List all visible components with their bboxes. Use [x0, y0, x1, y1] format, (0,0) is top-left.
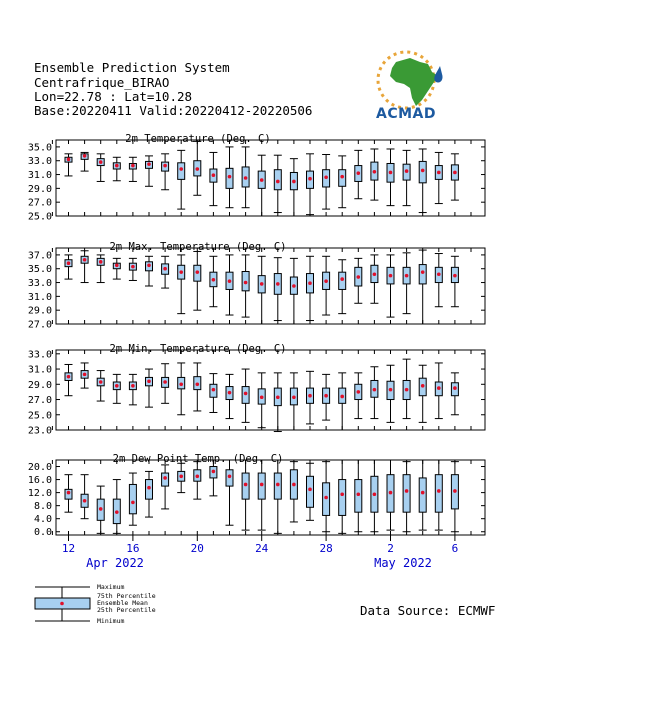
data-source: Data Source: ECMWF: [360, 603, 496, 618]
box-whisker: [387, 460, 395, 530]
mean-marker: [83, 154, 87, 158]
box-whisker: [242, 147, 250, 208]
mean-marker: [405, 274, 409, 278]
box-whisker: [435, 254, 443, 307]
y-tick-label: 29.0: [27, 305, 52, 317]
chart-panel-2: [28, 241, 485, 331]
mean-marker: [99, 160, 103, 164]
header-coords: Lon=22.78 : Lat=10.28: [34, 89, 193, 104]
iqr-box: [403, 475, 410, 513]
legend-label-max: Maximum: [97, 583, 125, 591]
box-whisker: [129, 157, 137, 181]
mean-marker: [131, 384, 135, 388]
box-whisker: [226, 147, 234, 208]
mean-marker: [276, 483, 280, 487]
y-tick-label: 20.0: [27, 462, 52, 474]
mean-marker: [421, 169, 425, 173]
box-whisker: [322, 155, 330, 210]
mean-marker: [212, 388, 216, 392]
box-whisker: [354, 258, 362, 303]
mean-marker: [147, 379, 151, 383]
x-tick-label: 20: [190, 542, 204, 555]
y-tick-label: 29.0: [27, 379, 52, 391]
box-whisker: [451, 373, 459, 415]
box-whisker: [177, 255, 185, 314]
mean-marker: [340, 492, 344, 496]
x-tick-label: 16: [126, 542, 140, 555]
box-whisker: [370, 255, 378, 303]
y-tick-label: 35.0: [27, 142, 52, 154]
mean-marker: [179, 167, 183, 171]
mean-marker: [147, 162, 151, 166]
box-whisker: [161, 154, 169, 190]
mean-marker: [260, 483, 264, 487]
mean-marker: [292, 483, 296, 487]
box-whisker: [435, 460, 443, 530]
chart-panel-4: [28, 453, 485, 538]
mean-marker: [179, 382, 183, 386]
box-whisker: [403, 150, 411, 205]
mean-marker: [357, 390, 361, 394]
x-tick-label: 28: [319, 542, 333, 555]
mean-marker: [147, 263, 151, 267]
box-whisker: [97, 486, 105, 533]
mean-marker: [228, 279, 232, 283]
box-whisker: [209, 460, 217, 496]
y-tick-label: 33.0: [27, 156, 52, 168]
chart-title: 2m Max. Temperature (Deg. C): [109, 241, 287, 253]
mean-marker: [292, 180, 296, 184]
mean-marker: [228, 475, 232, 479]
mean-marker: [324, 176, 328, 180]
logo-text: ACMAD: [376, 106, 436, 122]
chart-title: 2m Dew Point Temp. (Deg. C): [112, 453, 284, 465]
box-whisker: [290, 462, 298, 522]
mean-marker: [437, 171, 441, 175]
mean-marker: [131, 265, 135, 269]
box-whisker: [419, 365, 427, 422]
mean-marker: [179, 270, 183, 274]
mean-marker: [308, 281, 312, 285]
box-whisker: [145, 256, 153, 286]
iqr-box: [339, 480, 346, 516]
mean-marker: [196, 167, 200, 171]
box-whisker: [226, 460, 234, 525]
mean-marker: [324, 394, 328, 398]
mean-marker: [324, 279, 328, 283]
box-whisker: [65, 364, 73, 395]
box-whisker: [354, 150, 362, 198]
box-whisker: [258, 256, 266, 324]
legend-label-p75: 75th Percentile: [97, 592, 156, 600]
mean-marker: [83, 499, 87, 503]
mean-marker: [99, 507, 103, 511]
box-whisker: [177, 363, 185, 415]
y-tick-label: 31.0: [27, 364, 52, 376]
box-whisker: [65, 255, 73, 279]
box-whisker: [274, 258, 282, 321]
iqr-box: [419, 478, 426, 512]
header-location: Centrafrique_BIRAO: [34, 75, 170, 90]
x-tick-label: 2: [387, 542, 394, 555]
box-whisker: [193, 462, 201, 500]
iqr-box: [307, 476, 314, 507]
box-whisker: [419, 250, 427, 324]
box-whisker: [209, 256, 217, 306]
box-whisker: [322, 256, 330, 315]
mean-marker: [67, 158, 71, 162]
box-whisker: [354, 460, 362, 532]
mean-marker: [196, 382, 200, 386]
mean-marker: [260, 178, 264, 182]
box-whisker: [306, 256, 314, 320]
box-whisker: [435, 152, 443, 203]
month-label: May 2022: [374, 556, 432, 570]
mean-marker: [83, 373, 87, 377]
mean-marker: [405, 489, 409, 493]
y-tick-label: 25.0: [27, 410, 52, 422]
mean-marker: [131, 164, 135, 168]
box-whisker: [258, 155, 266, 216]
box-whisker: [258, 460, 266, 530]
x-tick-label: 24: [255, 542, 269, 555]
mean-marker: [292, 284, 296, 288]
mean-marker: [163, 476, 167, 480]
box-whisker: [387, 149, 395, 206]
x-tick-label: 6: [451, 542, 459, 555]
box-whisker: [209, 152, 217, 205]
mean-marker: [405, 388, 409, 392]
box-whisker: [113, 374, 121, 403]
mean-marker: [276, 395, 280, 399]
y-tick-label: 0.0: [33, 527, 52, 539]
box-whisker: [370, 367, 378, 419]
box-whisker: [338, 260, 346, 314]
mean-marker: [340, 175, 344, 179]
chart-panel-1: [28, 133, 485, 223]
legend-mean-marker: [60, 602, 64, 606]
box-whisker: [403, 359, 411, 418]
box-whisker: [161, 364, 169, 404]
y-tick-label: 31.0: [27, 170, 52, 182]
mean-marker: [67, 491, 71, 495]
mean-marker: [163, 267, 167, 271]
box-whisker: [81, 152, 89, 171]
mean-marker: [421, 384, 425, 388]
box-whisker: [161, 256, 169, 288]
box-whisker: [97, 154, 105, 182]
mean-marker: [308, 488, 312, 492]
box-whisker: [322, 374, 330, 420]
mean-marker: [276, 180, 280, 184]
y-tick-label: 33.0: [27, 278, 52, 290]
mean-marker: [67, 261, 71, 265]
header-title: Ensemble Prediction System: [34, 60, 230, 75]
mean-marker: [228, 391, 232, 395]
mean-marker: [244, 483, 248, 487]
mean-marker: [179, 475, 183, 479]
box-whisker: [419, 460, 427, 530]
mean-marker: [67, 375, 71, 379]
legend-label-p25: 25th Percentile: [97, 606, 156, 614]
box-whisker: [403, 253, 411, 314]
legend-label-min: Minimum: [97, 617, 125, 625]
legend: [35, 583, 156, 625]
mean-marker: [437, 386, 441, 390]
mean-marker: [196, 270, 200, 274]
box-whisker: [177, 150, 185, 209]
mean-marker: [99, 380, 103, 384]
box-whisker: [113, 480, 121, 534]
box-whisker: [274, 373, 282, 432]
box-whisker: [258, 373, 266, 428]
plot-frame: [56, 248, 485, 324]
y-tick-label: 25.0: [27, 211, 52, 223]
mean-marker: [260, 282, 264, 286]
mean-marker: [357, 171, 361, 175]
mean-marker: [421, 491, 425, 495]
iqr-box: [419, 265, 426, 284]
mean-marker: [453, 171, 457, 175]
mean-marker: [147, 486, 151, 490]
mean-marker: [308, 394, 312, 398]
y-tick-label: 12.0: [27, 488, 52, 500]
mean-marker: [244, 392, 248, 396]
mean-marker: [357, 275, 361, 279]
chart-panel-3: [28, 343, 485, 437]
chart-title: 2m Min. Temperature (Deg. C): [109, 343, 287, 355]
box-whisker: [322, 462, 330, 532]
box-whisker: [209, 374, 217, 413]
mean-marker: [389, 274, 393, 278]
box-whisker: [387, 365, 395, 422]
box-whisker: [129, 258, 137, 280]
box-whisker: [274, 460, 282, 533]
box-whisker: [419, 149, 427, 213]
box-whisker: [338, 373, 346, 430]
mean-marker: [357, 492, 361, 496]
box-whisker: [145, 369, 153, 407]
box-whisker: [451, 462, 459, 532]
box-whisker: [226, 374, 234, 418]
legend-label-mean: Ensemble Mean: [97, 599, 148, 607]
box-whisker: [113, 157, 121, 180]
mean-marker: [212, 470, 216, 474]
mean-marker: [292, 395, 296, 399]
mean-marker: [276, 282, 280, 286]
box-whisker: [145, 471, 153, 517]
mean-marker: [196, 475, 200, 479]
mean-marker: [340, 277, 344, 281]
box-whisker: [370, 149, 378, 200]
mean-marker: [389, 388, 393, 392]
box-whisker: [306, 154, 314, 215]
y-tick-label: 27.0: [27, 395, 52, 407]
mean-marker: [437, 489, 441, 493]
x-tick-label: 12: [61, 542, 76, 555]
mean-marker: [437, 272, 441, 276]
box-whisker: [290, 373, 298, 430]
mean-marker: [453, 489, 457, 493]
box-whisker: [97, 371, 105, 401]
box-whisker: [193, 141, 201, 195]
chart-title: 2m Temperature (Deg. C): [125, 133, 271, 145]
box-whisker: [81, 475, 89, 519]
box-whisker: [306, 371, 314, 424]
mean-marker: [115, 164, 119, 168]
mean-marker: [212, 173, 216, 177]
y-tick-label: 27.0: [27, 319, 52, 331]
box-whisker: [193, 363, 201, 411]
box-whisker: [451, 154, 459, 200]
y-tick-label: 4.0: [33, 514, 52, 526]
mean-marker: [115, 510, 119, 514]
box-whisker: [451, 256, 459, 306]
mean-marker: [163, 164, 167, 168]
box-whisker: [338, 460, 346, 533]
mean-marker: [308, 177, 312, 181]
mean-marker: [131, 501, 135, 505]
mean-marker: [212, 278, 216, 282]
y-tick-label: 31.0: [27, 291, 52, 303]
y-tick-label: 35.0: [27, 264, 52, 276]
box-whisker: [274, 155, 282, 212]
month-label: Apr 2022: [86, 556, 144, 570]
box-whisker: [65, 475, 73, 512]
box-whisker: [193, 251, 201, 310]
box-whisker: [290, 258, 298, 324]
box-whisker: [242, 460, 250, 530]
y-tick-label: 16.0: [27, 475, 52, 487]
y-tick-label: 33.0: [27, 349, 52, 361]
mean-marker: [324, 496, 328, 500]
mean-marker: [373, 492, 377, 496]
mean-marker: [373, 388, 377, 392]
box-whisker: [161, 465, 169, 509]
box-whisker: [354, 373, 362, 419]
y-tick-label: 37.0: [27, 250, 52, 262]
box-whisker: [145, 156, 153, 186]
box-whisker: [97, 255, 105, 283]
mean-marker: [163, 380, 167, 384]
mean-marker: [115, 263, 119, 267]
mean-marker: [83, 258, 87, 262]
box-whisker: [338, 156, 346, 208]
box-whisker: [129, 473, 137, 525]
box-whisker: [435, 363, 443, 419]
iqr-box: [178, 163, 185, 180]
box-whisker: [81, 251, 89, 283]
iqr-box: [129, 484, 136, 513]
iqr-box: [435, 475, 442, 513]
y-tick-label: 8.0: [33, 501, 52, 513]
mean-marker: [244, 176, 248, 180]
mean-marker: [99, 260, 103, 264]
mean-marker: [260, 395, 264, 399]
mean-marker: [421, 270, 425, 274]
mean-marker: [228, 175, 232, 179]
mean-marker: [453, 386, 457, 390]
y-tick-label: 29.0: [27, 183, 52, 195]
box-whisker: [403, 462, 411, 532]
header-base: Base:20220411 Valid:20220412-20220506: [34, 103, 313, 118]
y-tick-label: 23.0: [27, 425, 52, 437]
mean-marker: [405, 169, 409, 173]
mean-marker: [115, 384, 119, 388]
mean-marker: [389, 491, 393, 495]
mean-marker: [244, 281, 248, 285]
mean-marker: [373, 170, 377, 174]
mean-marker: [453, 274, 457, 278]
box-whisker: [242, 369, 250, 422]
box-whisker: [370, 460, 378, 532]
mean-marker: [340, 395, 344, 399]
y-tick-label: 27.0: [27, 197, 52, 209]
box-whisker: [81, 363, 89, 388]
box-whisker: [387, 255, 395, 317]
box-whisker: [242, 255, 250, 317]
box-whisker: [306, 463, 314, 520]
box-whisker: [113, 258, 121, 279]
mean-marker: [373, 272, 377, 276]
box-whisker: [226, 255, 234, 315]
box-whisker: [177, 463, 185, 492]
mean-marker: [389, 171, 393, 175]
box-whisker: [129, 374, 137, 404]
box-whisker: [290, 159, 298, 216]
box-whisker: [65, 154, 73, 176]
